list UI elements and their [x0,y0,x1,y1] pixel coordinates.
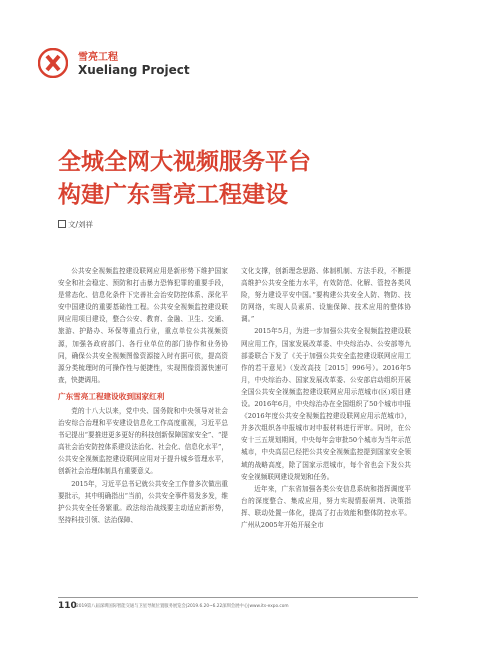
square-bullet-icon [58,220,66,228]
footer-text: 2019第八届深圳国际智能交通与卫星导航位置服务展览会|2019.6.20~6.22深圳会展中心|www.its-expo.com [76,604,289,609]
page-number: 110 [58,601,77,611]
author-line [58,219,93,230]
paragraph: 公共安全视频监控建设联网应用是新形势下维护国家安全和社会稳定、预防和打击暴力恐怖犯罪的重要手段，是常态化、信息化条件下完善社会治安防控体系、深化平安中国建设的重要基础性工程。公共安全视频监控建设联网应用项目建设，整合公安、教育、金融、卫生、交通、旅游、护路办、环保等重点行业，重点单位公共视频资源，加强各政府部门、各行业单位的部门协作和业务协同，确保公共安全视频图像资源接入时有据可依，提高资源分类梳理时的可操作性与便捷性，实现图像资源快速可查，快捷调用。 [58,267,228,384]
article-title-line2: 构建广东雪亮工程建设 [58,182,288,208]
author-name: 文/刘祥 [68,220,94,229]
paragraph: 党的十八大以来，党中央、国务院和中央领导对社会治安综合治理和平安建设信息化工作高度重视，习近平总书记提出“要推进更多更好的科技创新保障国家安全”、“提高社会治安防控体系建设法治化、社会化、信息化水平”，公共安全视频监控建设联网应用对于提升城乡管理水平，创新社会治理体制具有重要意义。 [58,406,228,476]
section-heading: 广东雪亮工程建设收到国家红利 [58,391,165,401]
paragraph: 2015年，习近平总书记就公共安全工作曾多次做出重要批示，其中明确指出“当前，公共安全事件易发多发，维护公共安全任务繁重。政法综治战线要主动适应新形势，坚持科技引领、法治保障、 [58,479,228,524]
column-name-cn: 雪亮工程 [78,52,118,63]
x-letter-icon [38,48,68,78]
column-name-en: Xueliang Project [78,63,190,77]
left-text-column [58,265,228,526]
paragraph: 文化支撑，创新理念思路、体制机制、方法手段，不断提高维护公共安全能力水平，有效防范、化解、管控各类风险，努力建设平安中国。”要构建公共安全人防、物防、技防网络，实现人员素质、设施保障、技术应用的整体协调。” [241,267,411,324]
article-title-line1: 全城全网大视频服务平台 [58,149,311,175]
paragraph: 2015年5月，为进一步加强公共安全视频监控建设联网应用工作，国家发展改革委、中央综治办、公安部等九部委联合下发了《关于加强公共安全监控建设联网应用工作的若干意见》（发改高技［2015］996号）。2016年5月，中央综治办、国家发展改革委、公安部启动组织开展全国公共安全视频监控建设联网应用示范城市(区)项目建设。2016年6月，中央综治办在全国组织了50个城市申报《2016年度公共安全视频监控建设联网应用示范城市》，并多次组织各申报城市对申报材料进行评审。同时，在公安十三五规划期间，中央每年会审批50个城市为当年示范城市，中央高层已经把公共安全视频监控提到国家安全领域的战略高度，除了国家示范城市，每个省也会下发公共安全视频联网建设规划和任务。 [241,327,411,481]
paragraph: 近年来，广东省加强各类公安信息系统和指挥调度平台的深度整合、集成应用，努力实现情报研判、决策指挥、联动处置一体化，提高了打击效能和整体防控水平。广州从2005年开始开展全市 [241,484,411,529]
footer-divider [58,597,418,598]
right-text-column [241,265,411,531]
